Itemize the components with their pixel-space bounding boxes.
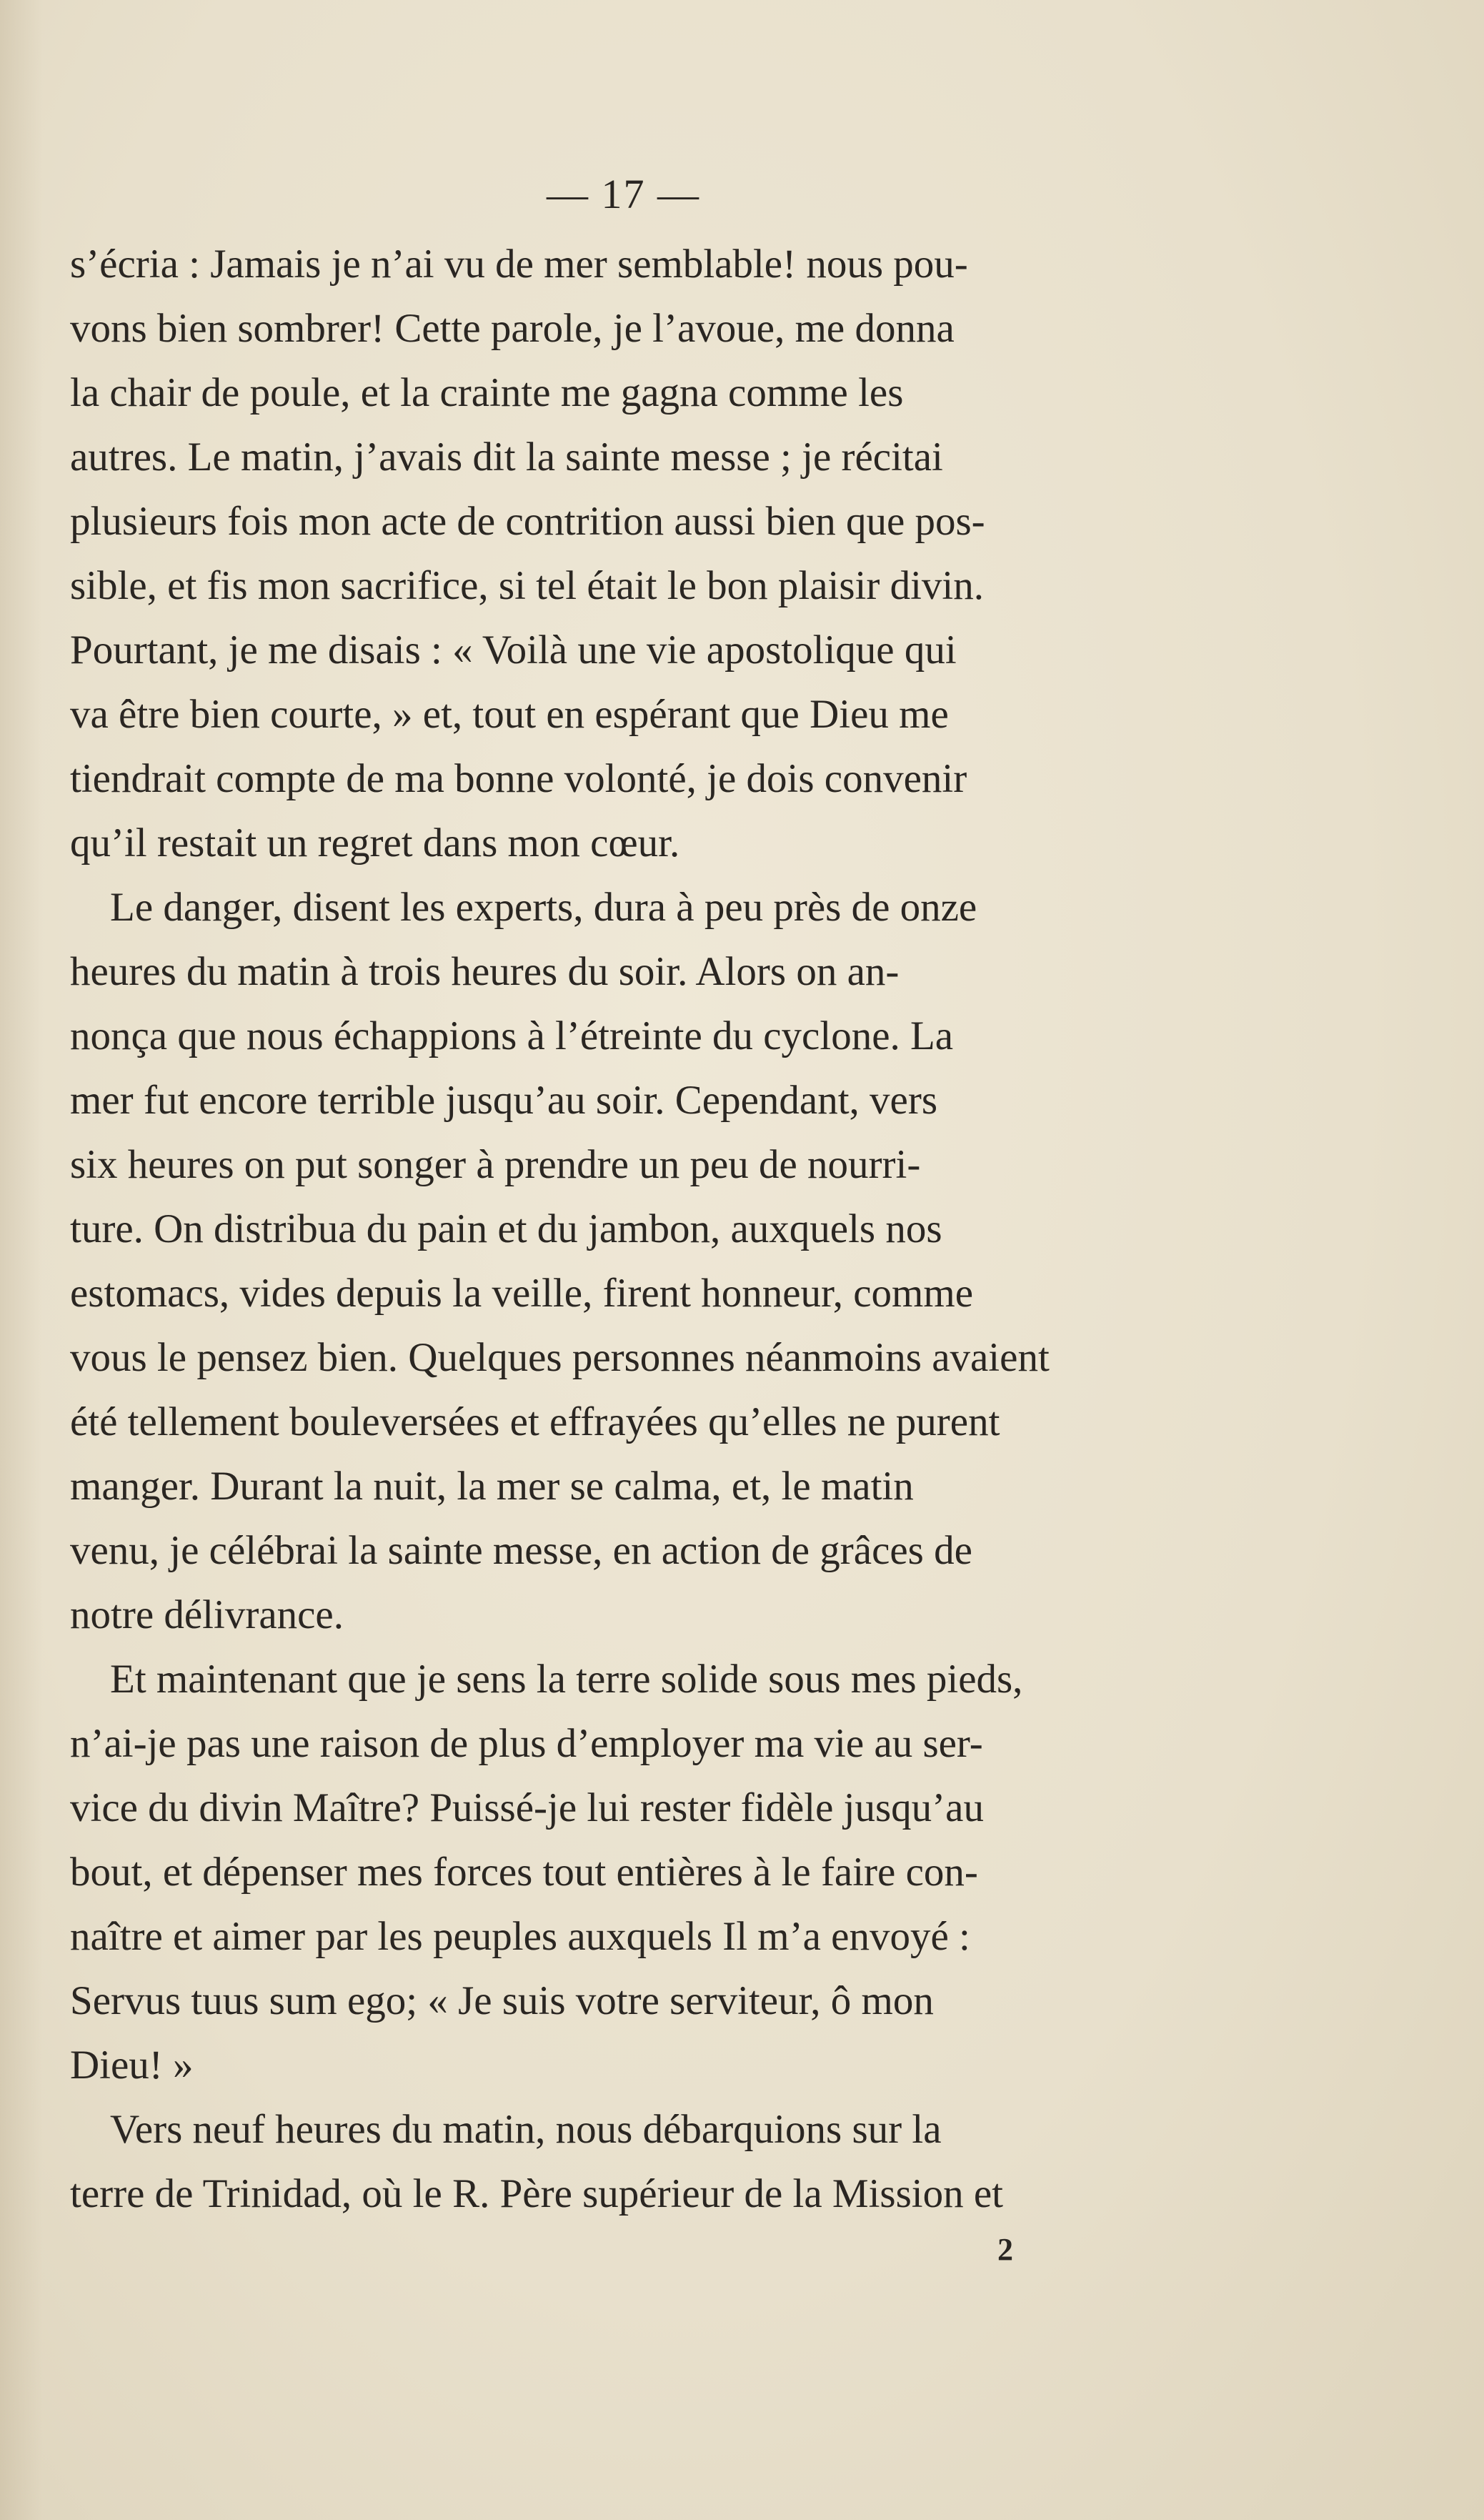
text-line: venu, je célébrai la sainte messe, en action de grâces de xyxy=(70,1528,972,1573)
paragraph-start-line: Et maintenant que je sens la terre solide sous mes pieds, xyxy=(110,1657,1023,1702)
text-line: mer fut encore terrible jusqu’au soir. Cependant, vers xyxy=(70,1078,938,1123)
text-line: Pourtant, je me disais : « Voilà une vie apostolique qui xyxy=(70,627,957,673)
text-line: nonça que nous échappions à l’étreinte du cyclone. La xyxy=(70,1013,954,1058)
text-line: vons bien sombrer! Cette parole, je l’avoue, me donna xyxy=(70,306,955,351)
text-line: six heures on put songer à prendre un peu de nourri- xyxy=(70,1142,921,1187)
page-number: — 17 — xyxy=(547,171,700,217)
text-line: Dieu! » xyxy=(70,2043,194,2088)
text-line: qu’il restait un regret dans mon cœur. xyxy=(70,820,680,865)
text-line: notre délivrance. xyxy=(70,1592,344,1637)
text-line: autres. Le matin, j’avais dit la sainte messe ; je récitai xyxy=(70,435,943,480)
text-line: terre de Trinidad, où le R. Père supérieur de la Mission et xyxy=(70,2171,1003,2216)
text-line: ture. On distribua du pain et du jambon, auxquels nos xyxy=(70,1206,942,1251)
signature-mark: 2 xyxy=(997,2232,1013,2267)
spine-shadow xyxy=(0,0,43,2520)
text-line: estomacs, vides depuis la veille, firent honneur, comme xyxy=(70,1271,974,1316)
text-line: s’écria : Jamais je n’ai vu de mer semblable! nous pou- xyxy=(70,242,968,287)
text-line: bout, et dépenser mes forces tout entières à le faire con- xyxy=(70,1850,978,1895)
body-text xyxy=(70,232,1190,2226)
text-line: vice du divin Maître? Puissé-je lui rester fidèle jusqu’au xyxy=(70,1785,984,1830)
paragraph-start-line: Le danger, disent les experts, dura à peu près de onze xyxy=(110,885,977,930)
text-line: naître et aimer par les peuples auxquels Il m’a envoyé : xyxy=(70,1914,970,1959)
text-line: heures du matin à trois heures du soir. Alors on an- xyxy=(70,949,900,994)
text-line: sible, et fis mon sacrifice, si tel était le bon plaisir divin. xyxy=(70,563,985,608)
text-line: tiendrait compte de ma bonne volonté, je dois convenir xyxy=(70,756,967,801)
text-line: plusieurs fois mon acte de contrition aussi bien que pos- xyxy=(70,499,985,544)
text-line: manger. Durant la nuit, la mer se calma, et, le matin xyxy=(70,1464,914,1509)
text-line: la chair de poule, et la crainte me gagna comme les xyxy=(70,370,904,415)
text-line: Servus tuus sum ego; « Je suis votre serviteur, ô mon xyxy=(70,1978,934,2023)
text-line: été tellement bouleversées et effrayées qu’elles ne purent xyxy=(70,1399,1000,1444)
text-line: va être bien courte, » et, tout en espérant que Dieu me xyxy=(70,692,949,737)
text-line: n’ai-je pas une raison de plus d’employer ma vie au ser- xyxy=(70,1721,983,1766)
text-line: vous le pensez bien. Quelques personnes néanmoins avaient xyxy=(70,1335,1050,1380)
paragraph-start-line: Vers neuf heures du matin, nous débarquions sur la xyxy=(110,2107,942,2152)
